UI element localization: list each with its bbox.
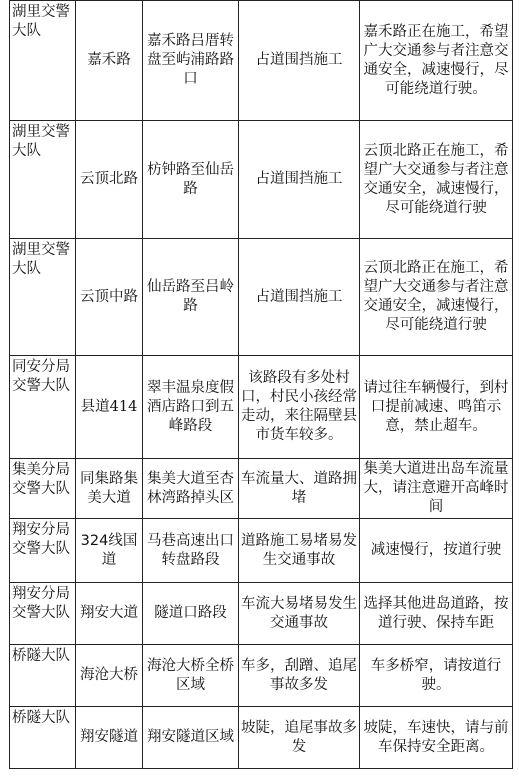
reason-cell: 占道围挡施工 <box>239 121 360 239</box>
table-row <box>10 645 513 707</box>
reason-cell: 车多，刮蹭、追尾事故多发 <box>239 645 360 707</box>
section-cell: 翠丰温泉度假酒店路口到五峰路段 <box>143 356 239 459</box>
unit-cell: 湖里交警大队 <box>10 239 76 356</box>
unit-cell: 集美分局交警大队 <box>10 459 76 519</box>
unit-cell: 翔安分局交警大队 <box>10 519 76 583</box>
reason-cell: 道路施工易堵易发生交通事故 <box>239 519 360 583</box>
unit-cell: 桥隧大队 <box>10 645 76 707</box>
reason-cell: 坡陡，追尾事故多发 <box>239 707 360 769</box>
table-row <box>10 239 513 356</box>
traffic-notice-table-container <box>9 0 512 769</box>
unit-cell: 湖里交警大队 <box>10 1 76 121</box>
road-cell: 嘉禾路 <box>76 1 143 121</box>
road-cell: 翔安隧道 <box>76 707 143 769</box>
advice-cell: 车多桥窄，请按道行驶。 <box>360 645 513 707</box>
advice-cell: 选择其他进岛道路，按道行驶、保持车距 <box>360 583 513 645</box>
road-cell: 同集路集美大道 <box>76 459 143 519</box>
section-cell: 隧道口路段 <box>143 583 239 645</box>
road-cell: 云顶中路 <box>76 239 143 356</box>
reason-cell: 车流量大、道路拥堵 <box>239 459 360 519</box>
reason-cell: 占道围挡施工 <box>239 239 360 356</box>
table-row <box>10 1 513 121</box>
advice-cell: 嘉禾路正在施工，希望广大交通参与者注意交通安全，减速慢行，尽可能绕道行驶。 <box>360 1 513 121</box>
advice-cell: 云顶北路正在施工，希望广大交通参与者注意交通安全，减速慢行，尽可能绕道行驶 <box>360 239 513 356</box>
road-cell: 翔安大道 <box>76 583 143 645</box>
unit-cell: 翔安分局交警大队 <box>10 583 76 645</box>
table-row <box>10 707 513 769</box>
advice-cell: 坡陡，车速快，请与前车保持安全距离。 <box>360 707 513 769</box>
table-row <box>10 519 513 583</box>
road-cell: 县道414 <box>76 356 143 459</box>
advice-cell: 云顶北路正在施工，希望广大交通参与者注意交通安全，减速慢行，尽可能绕道行驶 <box>360 121 513 239</box>
road-cell: 324线国道 <box>76 519 143 583</box>
section-cell: 嘉禾路吕厝转盘至屿浦路路口 <box>143 1 239 121</box>
unit-cell: 桥隧大队 <box>10 707 76 769</box>
section-cell: 海沧大桥全桥区域 <box>143 645 239 707</box>
road-cell: 云顶北路 <box>76 121 143 239</box>
section-cell: 集美大道至杏林湾路掉头区 <box>143 459 239 519</box>
reason-cell: 占道围挡施工 <box>239 1 360 121</box>
table-row <box>10 356 513 459</box>
table-row <box>10 583 513 645</box>
reason-cell: 车流大易堵易发生交通事故 <box>239 583 360 645</box>
table-row <box>10 121 513 239</box>
unit-cell: 同安分局交警大队 <box>10 356 76 459</box>
advice-cell: 请过往车辆慢行，到村口提前减速、鸣笛示意，禁止超车。 <box>360 356 513 459</box>
section-cell: 仙岳路至吕岭路 <box>143 239 239 356</box>
section-cell: 枋钟路至仙岳路 <box>143 121 239 239</box>
advice-cell: 集美大道进出岛车流量大，请注意避开高峰时间 <box>360 459 513 519</box>
traffic-notice-table <box>9 0 513 769</box>
reason-cell: 该路段有多处村口，村民小孩经常走动，来往隔壁县市货车较多。 <box>239 356 360 459</box>
section-cell: 翔安隧道区域 <box>143 707 239 769</box>
advice-cell: 减速慢行，按道行驶 <box>360 519 513 583</box>
section-cell: 马巷高速出口转盘路段 <box>143 519 239 583</box>
unit-cell: 湖里交警大队 <box>10 121 76 239</box>
table-row <box>10 459 513 519</box>
road-cell: 海沧大桥 <box>76 645 143 707</box>
